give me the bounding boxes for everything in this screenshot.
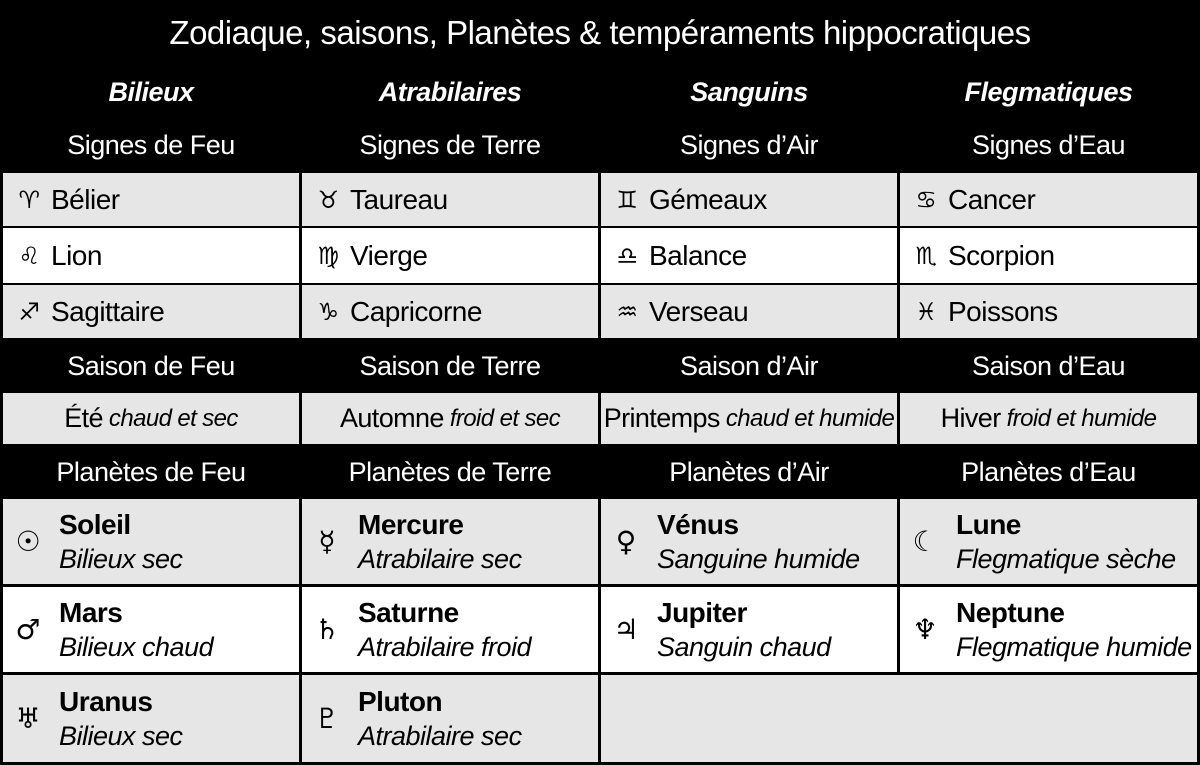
jupiter-icon: ♃ — [613, 613, 639, 646]
season-name: Automne — [339, 403, 444, 433]
planet-cell — [3, 587, 299, 672]
leo-icon: ♌︎ — [18, 241, 40, 270]
sign-cell — [302, 228, 598, 283]
sign-name: Bélier — [51, 183, 120, 215]
planet-text — [956, 508, 1176, 576]
planet-description: Flegmatique sèche — [956, 543, 1176, 574]
sign-name: Cancer — [948, 183, 1036, 215]
season-name: Printemps — [603, 403, 720, 433]
sign-cell — [601, 285, 897, 338]
planet-description: Bilieux chaud — [59, 631, 214, 662]
planet-text — [59, 596, 213, 664]
planet-description: Sanguin chaud — [657, 631, 831, 662]
sign-name: Balance — [649, 239, 747, 271]
season-cell — [900, 393, 1197, 444]
aries-icon: ♈︎ — [18, 185, 40, 214]
planet-name: Neptune — [956, 596, 1065, 628]
venus-icon: ♀ — [615, 525, 637, 558]
taurus-icon: ♉︎ — [317, 185, 339, 214]
planet-cell — [900, 587, 1197, 672]
planet-name: Lune — [956, 508, 1021, 540]
temperament-header: Sanguins — [690, 76, 808, 107]
temperament-header: Bilieux — [108, 76, 194, 107]
planet-cell — [601, 499, 897, 584]
sign-name: Capricorne — [350, 295, 482, 327]
planet-text — [59, 508, 183, 576]
pluto-icon: ♇ — [314, 702, 340, 735]
season-cell — [302, 393, 598, 444]
sign-cell — [601, 228, 897, 283]
sign-cell — [3, 173, 299, 226]
planet-cell — [302, 675, 598, 762]
planet-name: Vénus — [657, 508, 739, 540]
aquarius-icon: ♒︎ — [616, 297, 638, 326]
scorpio-icon: ♏︎ — [915, 241, 937, 270]
mars-icon: ♂ — [15, 613, 41, 646]
planet-description: Bilieux sec — [59, 543, 183, 574]
planet-group-header: Planètes de Terre — [348, 456, 552, 487]
temperament-header: Flegmatiques — [964, 76, 1133, 107]
planet-description: Bilieux sec — [59, 720, 183, 751]
sign-group-header: Signes de Terre — [359, 130, 541, 160]
planet-name: Jupiter — [657, 596, 747, 628]
capricorn-icon: ♑︎ — [317, 297, 339, 326]
sign-group-header: Signes d’Eau — [971, 130, 1126, 160]
planet-group-header: Planètes d’Eau — [961, 456, 1136, 487]
uranus-icon: ♅ — [15, 702, 41, 735]
planet-description: Atrabilaire sec — [358, 543, 522, 574]
gemini-icon: ♊︎ — [616, 185, 638, 214]
page-title: Zodiaque, saisons, Planètes & tempéraments hippocratiques — [169, 13, 1031, 51]
planet-cell — [302, 587, 598, 672]
sign-cell — [3, 228, 299, 283]
pisces-icon: ♓︎ — [915, 297, 937, 326]
season-cell — [601, 393, 897, 444]
mercury-icon: ☿ — [318, 525, 336, 558]
sign-name: Taureau — [350, 183, 448, 215]
planet-name: Saturne — [358, 596, 459, 628]
planet-cell — [3, 499, 299, 584]
sign-cell — [900, 173, 1197, 226]
planet-text — [657, 596, 831, 664]
sign-name: Verseau — [649, 295, 749, 327]
planet-cell — [601, 587, 897, 672]
planet-text — [657, 508, 860, 576]
planet-description: Flegmatique humide — [956, 631, 1192, 662]
virgo-icon: ♍︎ — [317, 241, 339, 270]
season-name: Été — [64, 403, 103, 433]
planet-cell — [900, 499, 1197, 584]
temperament-header: Atrabilaires — [378, 76, 522, 107]
planet-name: Mars — [59, 596, 123, 628]
sign-cell — [302, 173, 598, 226]
planet-name: Uranus — [59, 685, 153, 717]
planet-text — [358, 508, 522, 576]
libra-icon: ♎︎ — [616, 241, 638, 270]
sign-cell — [900, 285, 1197, 338]
sign-name: Gémeaux — [649, 183, 767, 215]
sign-cell — [900, 228, 1197, 283]
season-group-header: Saison d’Air — [679, 350, 819, 381]
neptune-icon: ♆ — [912, 613, 938, 646]
planet-cell — [3, 675, 299, 762]
saturn-icon: ♄ — [314, 613, 340, 646]
season-cell — [3, 393, 299, 444]
season-group-header: Saison de Terre — [359, 350, 541, 381]
planet-description: Atrabilaire sec — [358, 720, 522, 751]
moon-icon: ☾ — [912, 525, 938, 558]
sign-group-header: Signes d’Air — [679, 130, 819, 160]
planet-text — [358, 596, 531, 664]
season-quality: chaud et humide — [725, 404, 895, 432]
cancer-icon: ♋︎ — [915, 185, 937, 214]
planet-name: Pluton — [358, 685, 443, 717]
sign-name: Poissons — [948, 295, 1058, 327]
season-quality: froid et sec — [449, 404, 561, 432]
season-name: Hiver — [940, 403, 1001, 433]
planet-text — [59, 685, 183, 753]
planet-group-header: Planètes de Feu — [56, 456, 246, 487]
empty-cell — [601, 675, 1197, 762]
sign-name: Scorpion — [948, 239, 1055, 271]
planet-name: Soleil — [59, 508, 131, 540]
sign-cell — [601, 173, 897, 226]
season-quality: froid et humide — [1006, 404, 1157, 432]
season-quality: chaud et sec — [108, 404, 238, 432]
sign-name: Lion — [51, 239, 102, 271]
planet-cell — [302, 499, 598, 584]
sign-name: Sagittaire — [51, 295, 165, 327]
sign-cell — [302, 285, 598, 338]
sun-icon: ☉ — [15, 525, 41, 558]
sign-name: Vierge — [350, 239, 428, 271]
planet-text — [956, 596, 1192, 664]
planet-description: Sanguine humide — [657, 543, 860, 574]
season-group-header: Saison d’Eau — [971, 350, 1126, 381]
sign-group-header: Signes de Feu — [67, 130, 235, 160]
planet-name: Mercure — [358, 508, 464, 540]
planet-group-header: Planètes d’Air — [669, 456, 829, 487]
sign-cell — [3, 285, 299, 338]
planet-text — [358, 685, 522, 753]
sagittarius-icon: ♐︎ — [18, 297, 40, 326]
season-group-header: Saison de Feu — [67, 350, 235, 381]
planet-description: Atrabilaire froid — [358, 631, 532, 662]
